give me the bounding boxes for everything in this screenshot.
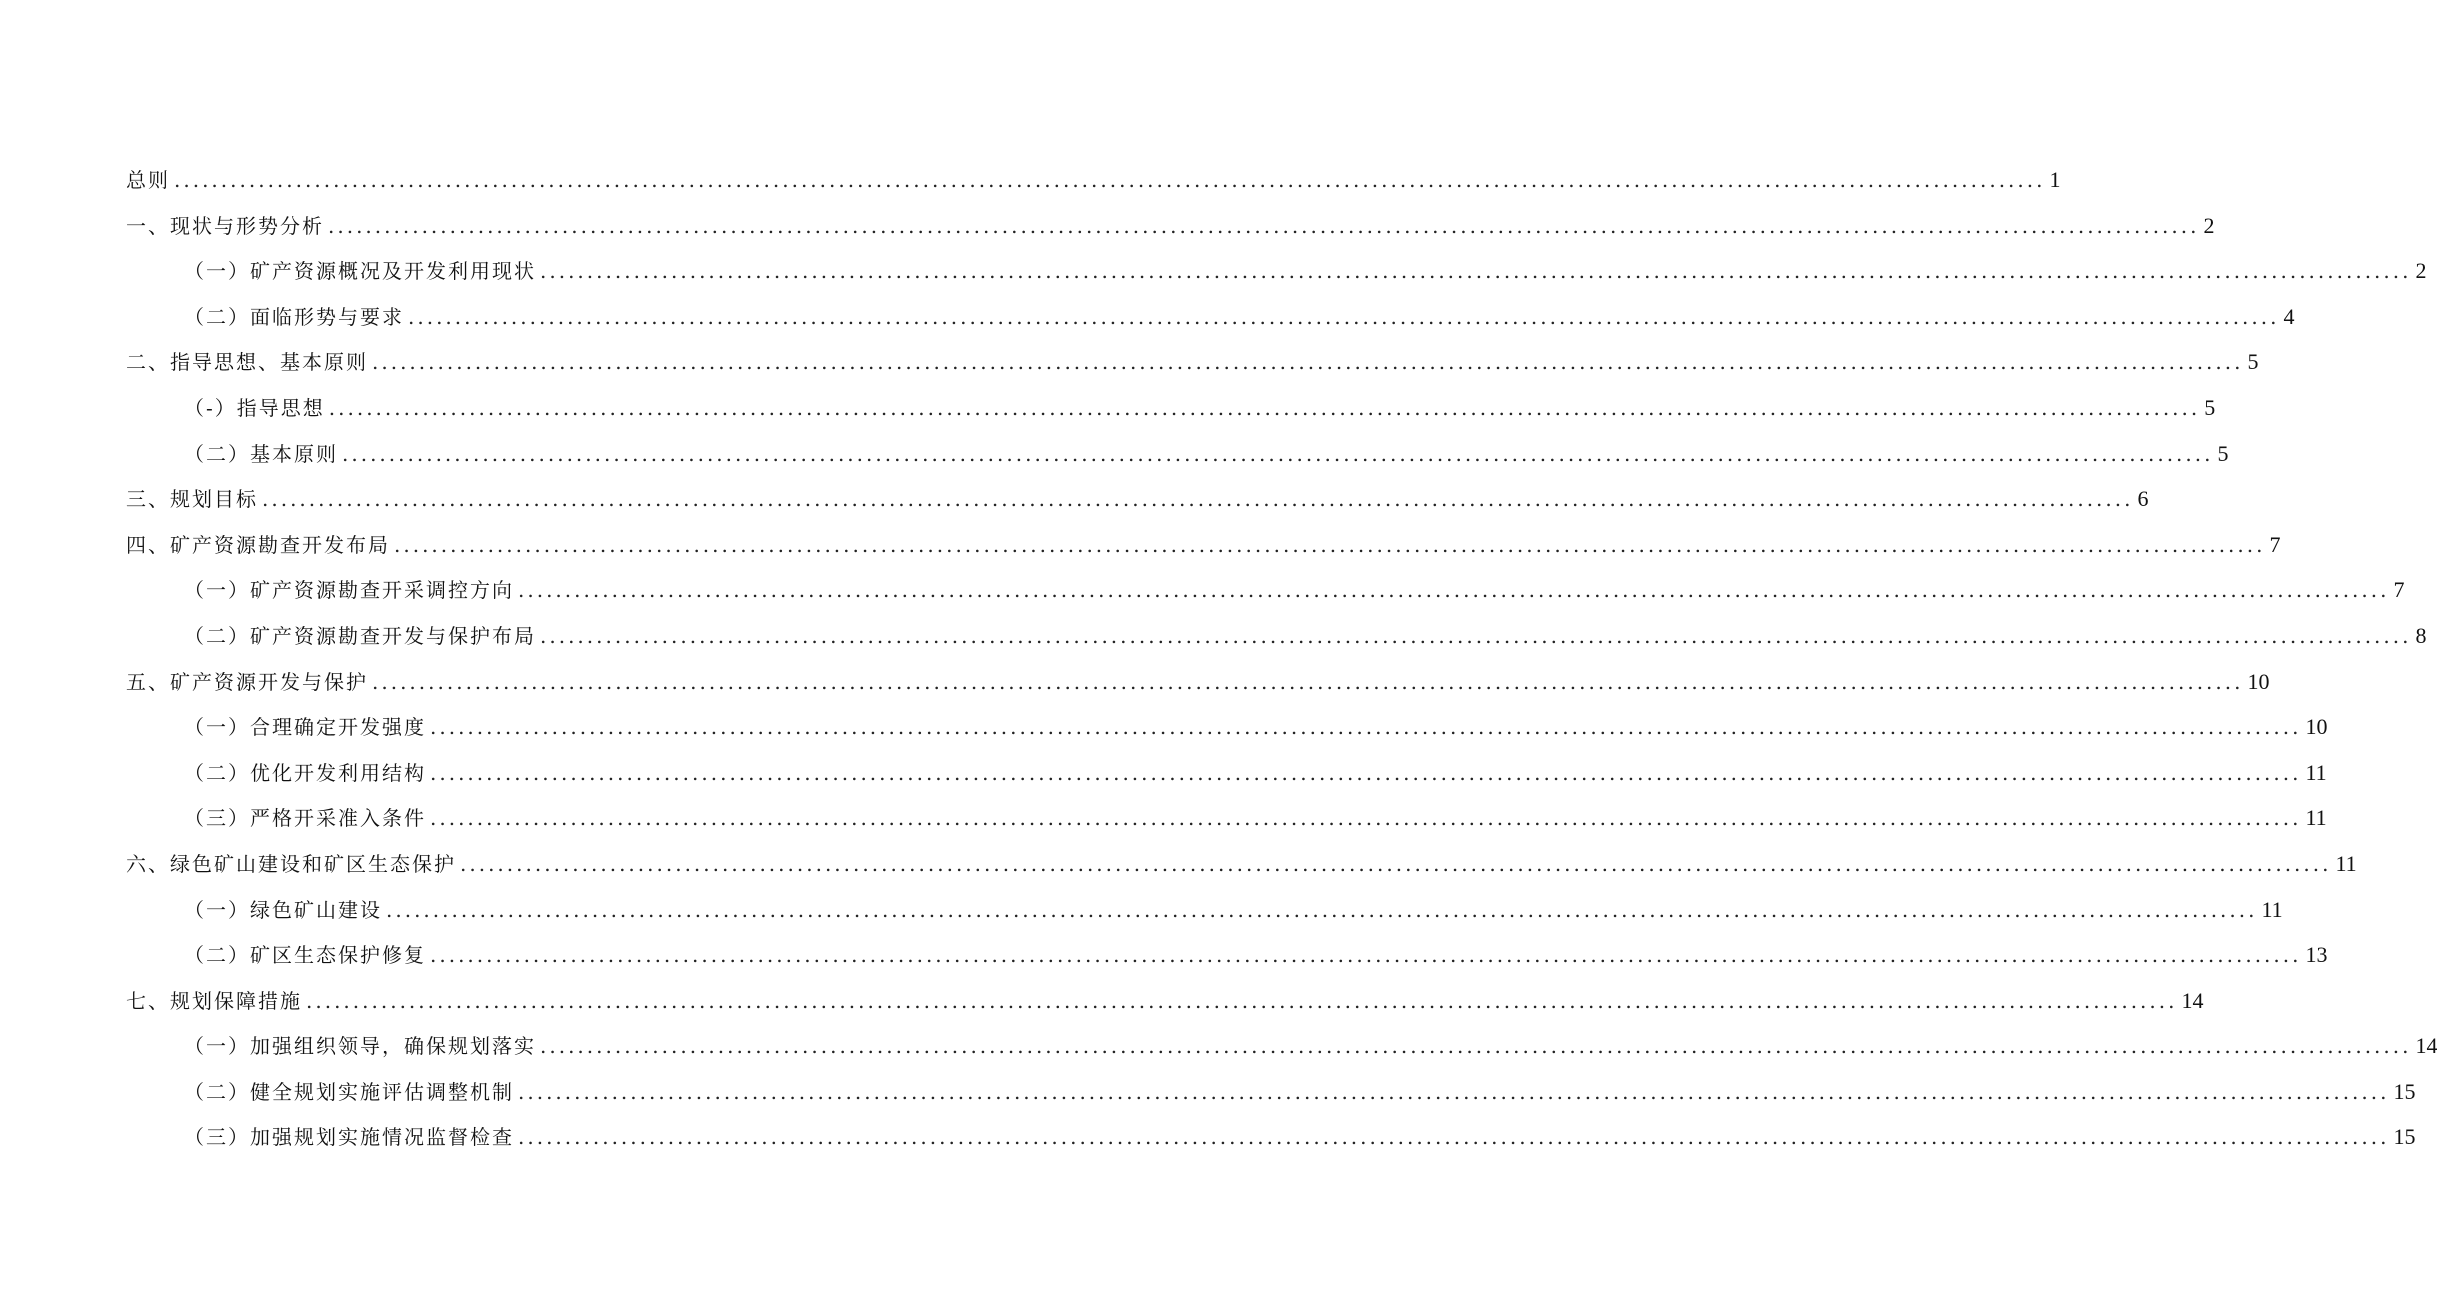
toc-entry-title: （-）指导思想 (184, 395, 325, 420)
toc-entry-page: 7 (2393, 577, 2405, 603)
toc-entry-page: 11 (2261, 896, 2283, 922)
dot-leader: ........................................................................................................................................................................................................ (342, 441, 2214, 466)
toc-entry-chapter-4[interactable] (126, 522, 2281, 568)
toc-entry-title: 五、矿产资源开发与保护 (126, 669, 368, 694)
toc-entry-title: 二、指导思想、基本原则 (126, 350, 368, 375)
dot-leader: ........................................................................................................................................................................................................ (430, 806, 2302, 831)
toc-entry-title: 三、规划目标 (126, 487, 258, 512)
toc-entry-title: 四、矿产资源勘查开发布局 (126, 532, 390, 557)
toc-entry-page: 2 (2203, 212, 2215, 238)
toc-entry-chapter-5[interactable] (126, 659, 2270, 705)
toc-entry-section-4-1[interactable] (126, 567, 2405, 613)
toc-entry-page: 15 (2393, 1078, 2416, 1104)
toc-entry-title: （三）严格开采准入条件 (184, 806, 426, 831)
toc-entry-section-5-2[interactable] (126, 750, 2327, 796)
dot-leader: ........................................................................................................................................................................................................ (408, 304, 2280, 329)
dot-leader: ........................................................................................................................................................................................................ (386, 897, 2258, 922)
toc-entry-page: 6 (2137, 486, 2149, 512)
dot-leader: ........................................................................................................................................................................................................ (430, 760, 2302, 785)
toc-entry-title: 一、现状与形势分析 (126, 213, 324, 238)
toc-entry-page: 11 (2305, 759, 2327, 785)
dot-leader: ........................................................................................................................................................................................................ (518, 1079, 2390, 1104)
toc-entry-page: 14 (2415, 1033, 2437, 1059)
dot-leader: ........................................................................................................................................................................................................ (460, 851, 2332, 876)
toc-entry-page: 7 (2269, 531, 2281, 557)
toc-entry-title: （二）健全规划实施评估调整机制 (184, 1079, 514, 1104)
toc-entry-section-5-3[interactable] (126, 795, 2327, 841)
toc-entry-title: （一）矿产资源概况及开发利用现状 (184, 259, 536, 284)
toc-entry-page: 14 (2181, 987, 2204, 1013)
toc-entry-chapter-1[interactable] (126, 203, 2215, 249)
dot-leader: ........................................................................................................................................................................................................ (372, 350, 2244, 375)
toc-entry-chapter-3[interactable] (126, 476, 2149, 522)
toc-entry-section-2-2[interactable] (126, 431, 2229, 477)
toc-entry-section-7-2[interactable] (126, 1069, 2416, 1115)
toc-entry-title: （一）加强组织领导，确保规划落实 (184, 1034, 536, 1059)
table-of-contents (126, 157, 2437, 1160)
toc-entry-section-7-1[interactable] (126, 1023, 2437, 1069)
toc-entry-chapter-6[interactable] (126, 841, 2357, 887)
toc-entry-section-6-2[interactable] (126, 932, 2328, 978)
toc-entry-title: （三）加强规划实施情况监督检查 (184, 1125, 514, 1150)
toc-entry-section-4-2[interactable] (126, 613, 2427, 659)
toc-entry-section-5-1[interactable] (126, 704, 2328, 750)
toc-entry-title: （二）面临形势与要求 (184, 304, 404, 329)
toc-entry-title: （二）矿区生态保护修复 (184, 943, 426, 968)
toc-entry-title: （一）矿产资源勘查开采调控方向 (184, 578, 514, 603)
dot-leader: ........................................................................................................................................................................................................ (328, 395, 2201, 420)
toc-entry-page: 10 (2305, 714, 2328, 740)
toc-entry-section-6-1[interactable] (126, 887, 2283, 933)
dot-leader: ........................................................................................................................................................................................................ (518, 1125, 2390, 1150)
dot-leader: ........................................................................................................................................................................................................ (262, 487, 2134, 512)
toc-entry-title: （二）矿产资源勘查开发与保护布局 (184, 623, 536, 648)
toc-entry-page: 10 (2247, 668, 2270, 694)
dot-leader: ........................................................................................................................................................................................................ (518, 578, 2390, 603)
dot-leader: ........................................................................................................................................................................................................ (540, 259, 2412, 284)
toc-entry-page: 5 (2247, 349, 2259, 375)
toc-entry-title: （二）优化开发利用结构 (184, 760, 426, 785)
toc-entry-page: 5 (2217, 440, 2229, 466)
toc-entry-page: 15 (2393, 1124, 2416, 1150)
dot-leader: ........................................................................................................................................................................................................ (328, 213, 2200, 238)
dot-leader: ........................................................................................................................................................................................................ (540, 623, 2412, 648)
toc-entry-general[interactable] (126, 157, 2061, 203)
toc-entry-section-7-3[interactable] (126, 1114, 2416, 1160)
dot-leader: ........................................................................................................................................................................................................ (306, 988, 2178, 1013)
toc-entry-section-1-2[interactable] (126, 294, 2295, 340)
dot-leader: ........................................................................................................................................................................................................ (540, 1034, 2412, 1059)
toc-entry-section-1-1[interactable] (126, 248, 2427, 294)
toc-entry-page: 11 (2305, 805, 2327, 831)
toc-entry-chapter-2[interactable] (126, 339, 2259, 385)
toc-entry-page: 2 (2415, 258, 2427, 284)
toc-entry-page: 11 (2335, 850, 2357, 876)
toc-entry-title: （一）合理确定开发强度 (184, 715, 426, 740)
toc-entry-title: 总则 (126, 168, 170, 192)
toc-entry-title: 七、规划保障措施 (126, 988, 302, 1013)
toc-entry-section-2-1[interactable] (126, 385, 2216, 431)
toc-entry-page: 5 (2204, 394, 2216, 420)
toc-entry-title: （一）绿色矿山建设 (184, 897, 382, 922)
toc-entry-page: 4 (2283, 303, 2295, 329)
toc-entry-page: 13 (2305, 942, 2328, 968)
dot-leader: ........................................................................................................................................................................................................ (372, 669, 2244, 694)
toc-entry-page: 8 (2415, 622, 2427, 648)
toc-entry-page: 1 (2049, 167, 2061, 192)
dot-leader: ........................................................................................................................................................................................................ (430, 715, 2302, 740)
dot-leader: ........................................................................................................................................................................................................ (174, 168, 2046, 192)
dot-leader: ........................................................................................................................................................................................................ (430, 943, 2302, 968)
toc-entry-title: （二）基本原则 (184, 441, 338, 466)
dot-leader: ........................................................................................................................................................................................................ (394, 532, 2266, 557)
toc-entry-title: 六、绿色矿山建设和矿区生态保护 (126, 851, 456, 876)
toc-entry-chapter-7[interactable] (126, 978, 2204, 1024)
